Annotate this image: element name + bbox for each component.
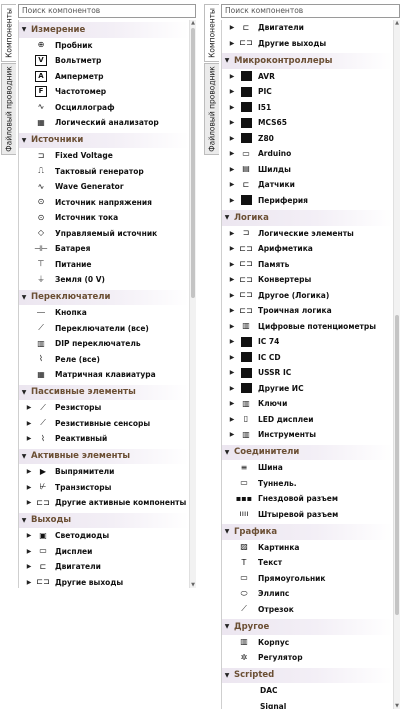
scroll-up-arrow-icon[interactable]: ▲	[395, 20, 399, 26]
component-item[interactable]	[222, 540, 393, 556]
other-output-icon: ⊏⊐	[36, 577, 50, 587]
subcategory-item[interactable]	[222, 69, 393, 85]
component-item[interactable]	[222, 476, 393, 492]
subcategory-item[interactable]	[222, 257, 393, 273]
row-label: DAC	[260, 686, 278, 696]
row-label: Шина	[258, 463, 283, 473]
row-label: Матричная клавиатура	[55, 370, 156, 380]
chip-icon	[238, 70, 254, 82]
category-header[interactable]	[222, 445, 393, 461]
probe-icon: ⊕	[37, 40, 45, 50]
component-item[interactable]	[222, 491, 393, 507]
subcategory-item[interactable]	[222, 288, 393, 304]
subcategory-item[interactable]	[222, 303, 393, 319]
ground-icon: ⏚	[37, 274, 45, 284]
component-item[interactable]	[19, 53, 189, 69]
row-label: Корпус	[258, 637, 290, 647]
row-label: Графика	[234, 526, 278, 537]
component-item[interactable]	[19, 352, 189, 368]
subcategory-item[interactable]	[222, 162, 393, 178]
chip-icon	[238, 101, 254, 113]
component-item[interactable]	[19, 336, 189, 352]
row-label: Микроконтроллеры	[234, 55, 333, 66]
component-item[interactable]	[19, 210, 189, 226]
tab-components[interactable]	[1, 4, 16, 62]
tab-components-label: Компоненты	[207, 8, 217, 58]
row-label: Кнопка	[55, 308, 87, 318]
scrollbar[interactable]	[189, 20, 196, 588]
category-header[interactable]	[222, 619, 393, 635]
subcategory-item[interactable]	[19, 400, 189, 416]
row-label: Другое	[234, 621, 270, 632]
subcategory-item[interactable]	[19, 528, 189, 544]
row-label: Шилды	[258, 164, 291, 174]
collapsed-arrow-icon[interactable]: ▶	[26, 578, 32, 586]
row-label: Другие ИС	[258, 383, 304, 393]
component-item[interactable]	[19, 257, 189, 273]
row-label: Переключатели	[31, 292, 111, 303]
row-label: Управляемый источник	[55, 228, 158, 238]
collapsed-arrow-icon[interactable]: ▶	[229, 24, 235, 32]
chip-icon	[238, 336, 254, 348]
category-header[interactable]	[19, 290, 189, 306]
row-label: Вольтметр	[55, 56, 102, 66]
collapsed-arrow-icon[interactable]: ▶	[26, 483, 32, 491]
tunnel-icon: ▭	[240, 478, 248, 488]
clock-generator-icon: ⎍	[38, 166, 44, 176]
expand-arrow-icon[interactable]: ▼	[21, 26, 27, 34]
component-tree	[18, 20, 189, 588]
scrollbar[interactable]	[393, 20, 400, 709]
row-label: Осциллограф	[55, 102, 115, 112]
row-label: Текст	[258, 558, 283, 568]
collapsed-arrow-icon[interactable]: ▶	[26, 532, 32, 540]
subcategory-item[interactable]	[19, 480, 189, 496]
collapsed-arrow-icon[interactable]: ▶	[229, 353, 235, 361]
expand-arrow-icon[interactable]: ▼	[224, 57, 230, 65]
component-item[interactable]	[19, 84, 189, 100]
keys-icon: ▥	[242, 398, 250, 408]
search-input[interactable]	[18, 4, 196, 18]
row-label: Логические элементы	[258, 228, 354, 238]
row-label: Соединители	[234, 447, 300, 458]
row-label: Резисторы	[55, 403, 102, 413]
arduino-icon: ▭	[242, 148, 250, 158]
component-item[interactable]	[222, 683, 393, 699]
chip-icon	[238, 132, 254, 144]
row-label: Логика	[234, 212, 269, 223]
row-label: Датчики	[258, 180, 295, 190]
row-label: Выпрямители	[55, 467, 115, 477]
collapsed-arrow-icon[interactable]: ▶	[229, 322, 235, 330]
expand-arrow-icon[interactable]: ▼	[21, 293, 27, 301]
subcategory-item[interactable]	[222, 381, 393, 397]
row-label: Дисплеи	[55, 546, 93, 556]
row-label: Источник напряжения	[55, 197, 152, 207]
row-label: Память	[258, 259, 290, 269]
row-label: Арифметика	[258, 244, 313, 254]
collapsed-arrow-icon[interactable]: ▶	[229, 245, 235, 253]
package-icon: ▥	[240, 637, 248, 647]
collapsed-arrow-icon[interactable]: ▶	[229, 134, 235, 142]
category-header[interactable]	[222, 53, 393, 69]
subcategory-item[interactable]	[222, 319, 393, 335]
row-label: Цифровые потенциометры	[258, 321, 377, 331]
other-output-icon: ⊏⊐	[239, 38, 253, 48]
led-display-icon: ▯	[243, 414, 249, 424]
voltmeter-icon: V	[33, 55, 49, 67]
row-label: LED дисплеи	[258, 414, 314, 424]
current-source-icon: ⊙	[37, 212, 45, 222]
ammeter-icon: A	[33, 70, 49, 82]
power-rail-icon: ⊤	[37, 259, 45, 269]
category-header[interactable]	[19, 385, 189, 401]
row-label: Выходы	[31, 515, 72, 526]
memory-icon: ⊏⊐	[239, 259, 253, 269]
pin-header-icon: ıııı	[239, 509, 249, 519]
row-label: Wave Generator	[55, 182, 124, 192]
subcategory-item[interactable]	[222, 334, 393, 350]
image-icon: ▨	[240, 542, 248, 552]
row-label: Троичная логика	[258, 306, 332, 316]
component-item[interactable]	[19, 321, 189, 337]
collapsed-arrow-icon[interactable]: ▶	[229, 229, 235, 237]
chip-icon	[238, 367, 254, 379]
search-placeholder: Поиск компонентов	[22, 6, 101, 15]
battery-icon: ⊣⊢	[34, 243, 48, 253]
subcategory-item[interactable]	[19, 416, 189, 432]
subcategory-item[interactable]	[19, 495, 189, 511]
collapsed-arrow-icon[interactable]: ▶	[229, 150, 235, 158]
component-item[interactable]	[19, 148, 189, 164]
row-label: Scripted	[234, 670, 275, 681]
subcategory-item[interactable]	[19, 464, 189, 480]
display-icon: ▭	[39, 546, 47, 556]
voltage-source-icon: ⊙	[37, 197, 45, 207]
subcategory-item[interactable]	[19, 575, 189, 589]
shield-board-icon: ▤	[242, 164, 250, 174]
socket-connector-icon: ▪▪▪	[235, 493, 253, 503]
collapsed-arrow-icon[interactable]: ▶	[229, 369, 235, 377]
component-item[interactable]	[222, 699, 393, 709]
component-item[interactable]	[19, 241, 189, 257]
row-label: Гнездовой разъем	[258, 494, 339, 504]
row-label: Транзисторы	[55, 482, 112, 492]
resistive-sensor-icon: ⟋	[40, 418, 46, 428]
row-label: USSR IC	[258, 368, 292, 378]
component-item[interactable]	[222, 555, 393, 571]
logic-analyzer-icon: ▦	[37, 117, 45, 127]
other-logic-icon: ⊏⊐	[239, 290, 253, 300]
row-label: Z80	[258, 133, 274, 143]
subcategory-item[interactable]	[222, 20, 393, 36]
logic-gate-icon: ⊐	[242, 228, 250, 238]
text-icon: T	[241, 557, 247, 567]
frequency-meter-icon: F	[33, 86, 49, 98]
row-label: Батарея	[55, 244, 91, 254]
component-item[interactable]	[19, 69, 189, 85]
row-label: Пассивные элементы	[31, 387, 136, 398]
led-icon: ▣	[39, 530, 47, 540]
scroll-down-arrow-icon[interactable]: ▼	[395, 703, 399, 709]
scroll-down-arrow-icon[interactable]: ▼	[191, 582, 195, 588]
expand-arrow-icon[interactable]: ▼	[224, 528, 230, 536]
subcategory-item[interactable]	[222, 350, 393, 366]
category-header[interactable]	[222, 210, 393, 226]
collapsed-arrow-icon[interactable]: ▶	[229, 119, 235, 127]
collapsed-arrow-icon[interactable]: ▶	[229, 72, 235, 80]
row-label: Штыревой разъем	[258, 509, 339, 519]
row-label: Периферия	[258, 195, 308, 205]
component-item[interactable]	[19, 115, 189, 131]
subcategory-item[interactable]	[19, 559, 189, 575]
bus-icon: ≡	[240, 462, 248, 472]
expand-arrow-icon[interactable]: ▼	[21, 388, 27, 396]
chip-icon	[238, 86, 254, 98]
scrollbar-thumb[interactable]	[395, 315, 399, 615]
row-label: Реле (все)	[55, 354, 100, 364]
collapsed-arrow-icon[interactable]: ▶	[26, 547, 32, 555]
subcategory-item[interactable]	[19, 431, 189, 447]
collapsed-arrow-icon[interactable]: ▶	[229, 384, 235, 392]
tab-components[interactable]	[204, 4, 219, 62]
component-panel-right	[203, 0, 400, 709]
collapsed-arrow-icon[interactable]: ▶	[229, 103, 235, 111]
subcategory-item[interactable]	[222, 272, 393, 288]
row-label: Конвертеры	[258, 275, 312, 285]
subcategory-item[interactable]	[19, 544, 189, 560]
collapsed-arrow-icon[interactable]: ▶	[229, 88, 235, 96]
row-label: Другое (Логика)	[258, 290, 330, 300]
row-label: Источники	[31, 135, 84, 146]
tab-file-explorer[interactable]	[1, 63, 16, 155]
component-item[interactable]	[222, 571, 393, 587]
resistor-icon: ⟋	[40, 402, 46, 412]
subcategory-item[interactable]	[222, 193, 393, 209]
collapsed-arrow-icon[interactable]: ▶	[229, 39, 235, 47]
row-label: DIP переключатель	[55, 339, 141, 349]
component-item[interactable]	[222, 507, 393, 523]
subcategory-item[interactable]	[222, 412, 393, 428]
row-label: AVR	[258, 71, 275, 81]
row-label: PIC	[258, 87, 272, 97]
motor-icon: ⊏	[39, 561, 47, 571]
line-icon: ⟋	[241, 604, 247, 614]
component-item[interactable]	[19, 272, 189, 288]
row-label: Земля (0 V)	[55, 275, 105, 285]
component-item[interactable]	[19, 179, 189, 195]
category-header[interactable]	[222, 524, 393, 540]
expand-arrow-icon[interactable]: ▼	[224, 671, 230, 679]
row-label: Двигатели	[55, 562, 101, 572]
row-label: Другие активные компоненты	[55, 498, 187, 508]
row-label: Тактовый генератор	[55, 166, 144, 176]
other-active-icon: ⊏⊐	[36, 497, 50, 507]
collapsed-arrow-icon[interactable]: ▶	[229, 415, 235, 423]
row-label: Fixed Voltage	[55, 151, 113, 161]
collapsed-arrow-icon[interactable]: ▶	[229, 307, 235, 315]
row-label: Отрезок	[258, 604, 294, 614]
row-label: Ключи	[258, 399, 288, 409]
row-label: Туннель.	[258, 478, 297, 488]
subcategory-item[interactable]	[222, 36, 393, 52]
instruments-icon: ▥	[242, 429, 250, 439]
subcategory-item[interactable]	[222, 241, 393, 257]
converter-icon: ⊏⊐	[239, 274, 253, 284]
subcategory-item[interactable]	[222, 365, 393, 381]
ellipse-icon: ⬭	[240, 588, 248, 598]
expand-arrow-icon[interactable]: ▼	[21, 136, 27, 144]
collapsed-arrow-icon[interactable]: ▶	[229, 291, 235, 299]
expand-arrow-icon[interactable]: ▼	[21, 452, 27, 460]
row-label: Пробник	[55, 40, 93, 50]
sensor-icon: ⊏	[242, 179, 250, 189]
subcategory-item[interactable]	[222, 146, 393, 162]
rectifier-icon: ▶	[39, 466, 47, 476]
collapsed-arrow-icon[interactable]: ▶	[229, 196, 235, 204]
row-label: Signal	[260, 701, 287, 709]
component-item[interactable]	[19, 164, 189, 180]
keypad-icon: ▦	[37, 369, 45, 379]
category-header[interactable]	[19, 22, 189, 38]
collapsed-arrow-icon[interactable]: ▶	[229, 165, 235, 173]
row-label: Частотомер	[55, 87, 107, 97]
row-label: Прямоугольник	[258, 573, 326, 583]
component-item[interactable]	[19, 226, 189, 242]
component-item[interactable]	[222, 460, 393, 476]
row-label: MCS65	[258, 118, 287, 128]
component-item[interactable]	[19, 367, 189, 383]
transistor-icon: ⊬	[39, 482, 47, 492]
collapsed-arrow-icon[interactable]: ▶	[229, 260, 235, 268]
dip-switch-icon: ▥	[37, 338, 45, 348]
subcategory-item[interactable]	[222, 226, 393, 242]
collapsed-arrow-icon[interactable]: ▶	[26, 468, 32, 476]
tab-file-explorer-label: Файловый проводник	[4, 66, 14, 152]
collapsed-arrow-icon[interactable]: ▶	[229, 338, 235, 346]
subcategory-item[interactable]	[222, 100, 393, 116]
row-label: Двигатели	[258, 23, 304, 33]
row-label: Картинка	[258, 542, 300, 552]
row-label: Резистивные сенсоры	[55, 418, 151, 428]
chip-icon	[238, 382, 254, 394]
expand-arrow-icon[interactable]: ▼	[224, 448, 230, 456]
component-tree	[221, 20, 393, 709]
category-header[interactable]	[19, 449, 189, 465]
row-label: Активные элементы	[31, 451, 131, 462]
expand-arrow-icon[interactable]: ▼	[224, 623, 230, 631]
relay-icon: ⌇	[39, 354, 43, 364]
regulator-icon: ✲	[240, 652, 248, 662]
component-panel-left	[0, 0, 196, 588]
subcategory-item[interactable]	[222, 131, 393, 147]
category-header[interactable]	[19, 513, 189, 529]
ternary-logic-icon: ⊏⊐	[239, 305, 253, 315]
collapsed-arrow-icon[interactable]: ▶	[229, 431, 235, 439]
row-label: Другие выходы	[55, 577, 124, 587]
chip-icon	[238, 194, 254, 206]
component-item[interactable]	[19, 100, 189, 116]
row-label: Реактивный	[55, 434, 108, 444]
scrollbar-thumb[interactable]	[191, 28, 195, 298]
fixed-voltage-icon: ⊐	[37, 150, 45, 160]
oscilloscope-icon: ∿	[37, 102, 45, 112]
row-label: Arduino	[258, 149, 292, 159]
arithmetic-icon: ⊏⊐	[239, 243, 253, 253]
row-label: Измерение	[31, 24, 86, 35]
subcategory-item[interactable]	[222, 427, 393, 443]
component-item[interactable]	[222, 635, 393, 651]
subcategory-item[interactable]	[222, 84, 393, 100]
chip-icon	[238, 117, 254, 129]
collapsed-arrow-icon[interactable]: ▶	[229, 400, 235, 408]
digital-pot-icon: ▥	[242, 321, 250, 331]
search-placeholder: Поиск компонентов	[225, 6, 304, 15]
row-label: Источник тока	[55, 213, 119, 223]
collapsed-arrow-icon[interactable]: ▶	[229, 276, 235, 284]
tab-file-explorer[interactable]	[204, 63, 219, 155]
collapsed-arrow-icon[interactable]: ▶	[26, 563, 32, 571]
component-item[interactable]	[19, 38, 189, 54]
subcategory-item[interactable]	[222, 396, 393, 412]
row-label: Другие выходы	[258, 38, 327, 48]
push-button-icon: ⎯⎯	[37, 307, 45, 317]
scroll-up-arrow-icon[interactable]: ▲	[191, 20, 195, 26]
tab-components-label: Компоненты	[4, 8, 14, 58]
tab-file-explorer-label: Файловый проводник	[207, 66, 217, 152]
subcategory-item[interactable]	[222, 177, 393, 193]
collapsed-arrow-icon[interactable]: ▶	[26, 499, 32, 507]
row-label: Питание	[55, 259, 92, 269]
category-header[interactable]	[19, 133, 189, 149]
component-item[interactable]	[19, 305, 189, 321]
row-label: IC 74	[258, 337, 280, 347]
wave-generator-icon: ∿	[37, 181, 45, 191]
subcategory-item[interactable]	[222, 115, 393, 131]
row-label: I51	[258, 102, 272, 112]
search-input[interactable]	[221, 4, 400, 18]
component-item[interactable]	[19, 195, 189, 211]
controlled-source-icon: ◇	[37, 228, 45, 238]
rectangle-icon: ▭	[240, 573, 248, 583]
switch-icon: ⟋	[38, 323, 44, 333]
row-label: Логический анализатор	[55, 118, 159, 128]
row-label: Регулятор	[258, 653, 303, 663]
motor-icon: ⊏	[242, 22, 250, 32]
row-label: Переключатели (все)	[55, 323, 149, 333]
collapsed-arrow-icon[interactable]: ▶	[26, 419, 32, 427]
expand-arrow-icon[interactable]: ▼	[21, 516, 27, 524]
expand-arrow-icon[interactable]: ▼	[224, 214, 230, 222]
row-label: Светодиоды	[55, 531, 110, 541]
component-item[interactable]	[222, 650, 393, 666]
row-label: Инструменты	[258, 430, 317, 440]
row-label: Амперметр	[55, 71, 104, 81]
collapsed-arrow-icon[interactable]: ▶	[26, 404, 32, 412]
collapsed-arrow-icon[interactable]: ▶	[26, 435, 32, 443]
category-header[interactable]	[222, 668, 393, 684]
component-item[interactable]	[222, 586, 393, 602]
chip-icon	[238, 351, 254, 363]
reactive-icon: ⌇	[41, 433, 45, 443]
component-item[interactable]	[222, 602, 393, 618]
collapsed-arrow-icon[interactable]: ▶	[229, 181, 235, 189]
row-label: IC CD	[258, 352, 281, 362]
row-label: Эллипс	[258, 589, 290, 599]
